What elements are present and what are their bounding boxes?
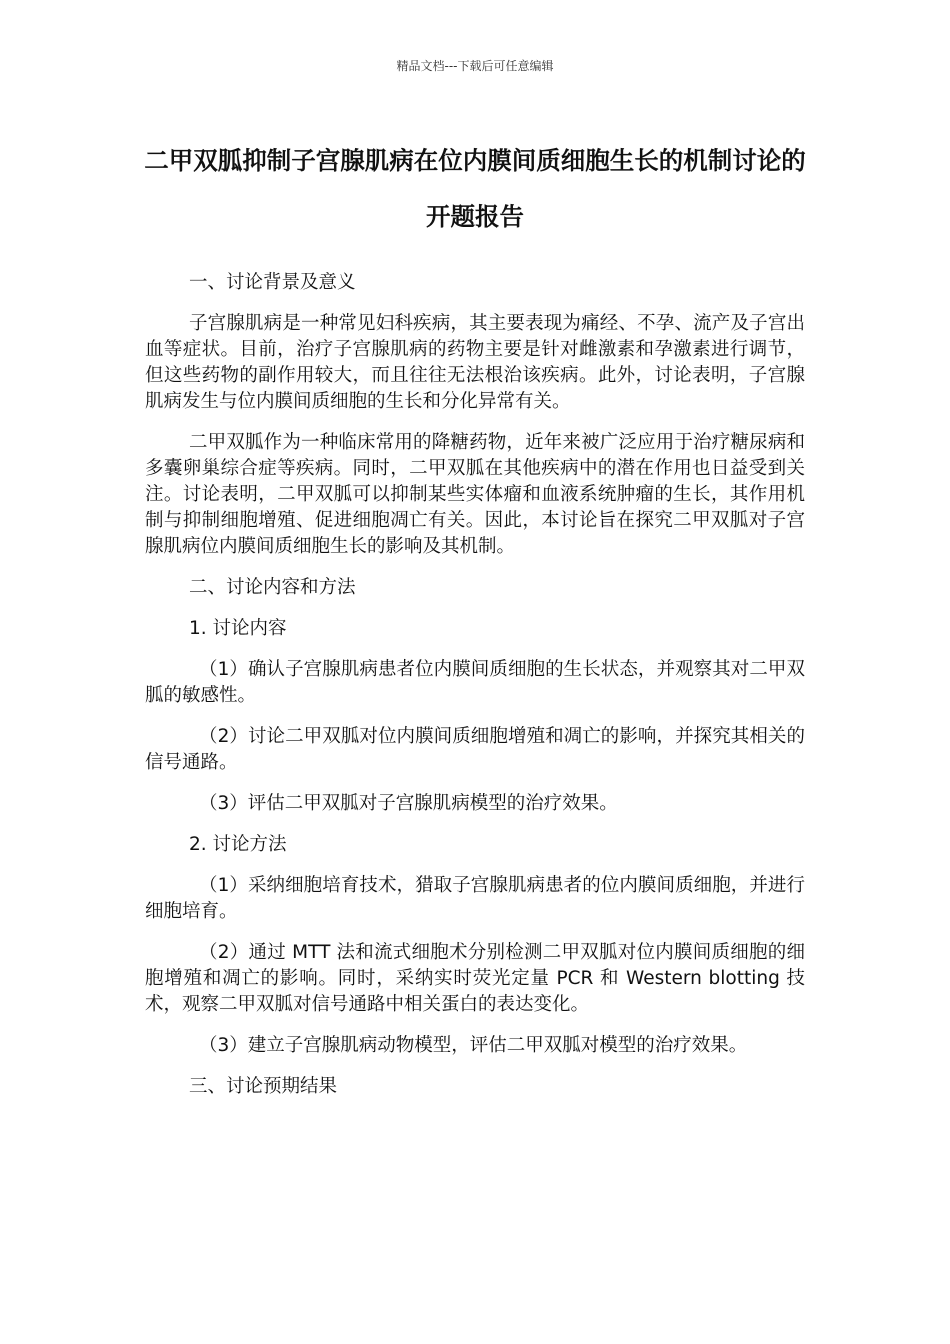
section-heading-expected-results: 三、讨论预期结果 xyxy=(189,1076,338,1097)
content-item-2: （2）讨论二甲双胍对位内膜间质细胞增殖和凋亡的影响，并探究其相关的信号通路。 xyxy=(145,726,805,773)
method-item-2: （2）通过 MTT 法和流式细胞术分别检测二甲双胍对位内膜间质细胞的细胞增殖和凋亡的影响。同时，采纳实时荧光定量 PCR 和 Western blotting 技术，观察二甲双胍对信号通路中相关蛋白的表达变化。 xyxy=(145,942,805,1015)
subheading-methods: 2. 讨论方法 xyxy=(189,834,287,855)
document-title: 二甲双胍抑制子宫腺肌病在位内膜间质细胞生长的机制讨论的开题报告 xyxy=(144,146,806,231)
subheading-content: 1. 讨论内容 xyxy=(189,618,287,639)
document-body xyxy=(145,270,805,1115)
section-heading-content-methods: 二、讨论内容和方法 xyxy=(189,577,356,598)
content-item-3: （3）评估二甲双胍对子宫腺肌病模型的治疗效果。 xyxy=(199,793,618,814)
section-heading-background: 一、讨论背景及意义 xyxy=(189,272,356,293)
paragraph-background-1: 子宫腺肌病是一种常见妇科疾病，其主要表现为痛经、不孕、流产及子宫出血等症状。目前，治疗子宫腺肌病的药物主要是针对雌激素和孕激素进行调节，但这些药物的副作用较大，而且往往无法根治该疾病。此外，讨论表明，子宫腺肌病发生与位内膜间质细胞的生长和分化异常有关。 xyxy=(145,313,805,412)
method-item-3: （3）建立子宫腺肌病动物模型，评估二甲双胍对模型的治疗效果。 xyxy=(199,1035,748,1056)
paragraph-background-2: 二甲双胍作为一种临床常用的降糖药物，近年来被广泛应用于治疗糖尿病和多囊卵巢综合症等疾病。同时，二甲双胍在其他疾病中的潜在作用也日益受到关注。讨论表明，二甲双胍可以抑制某些实体瘤和血液系统肿瘤的生长，其作用机制与抑制细胞增殖、促进细胞凋亡有关。因此，本讨论旨在探究二甲双胍对子宫腺肌病位内膜间质细胞生长的影响及其机制。 xyxy=(145,432,805,557)
content-item-1: （1）确认子宫腺肌病患者位内膜间质细胞的生长状态，并观察其对二甲双胍的敏感性。 xyxy=(145,659,805,706)
header-note: 精品文档---下载后可任意编辑 xyxy=(396,59,554,73)
method-item-1: （1）采纳细胞培育技术，猎取子宫腺肌病患者的位内膜间质细胞，并进行细胞培育。 xyxy=(145,875,805,922)
